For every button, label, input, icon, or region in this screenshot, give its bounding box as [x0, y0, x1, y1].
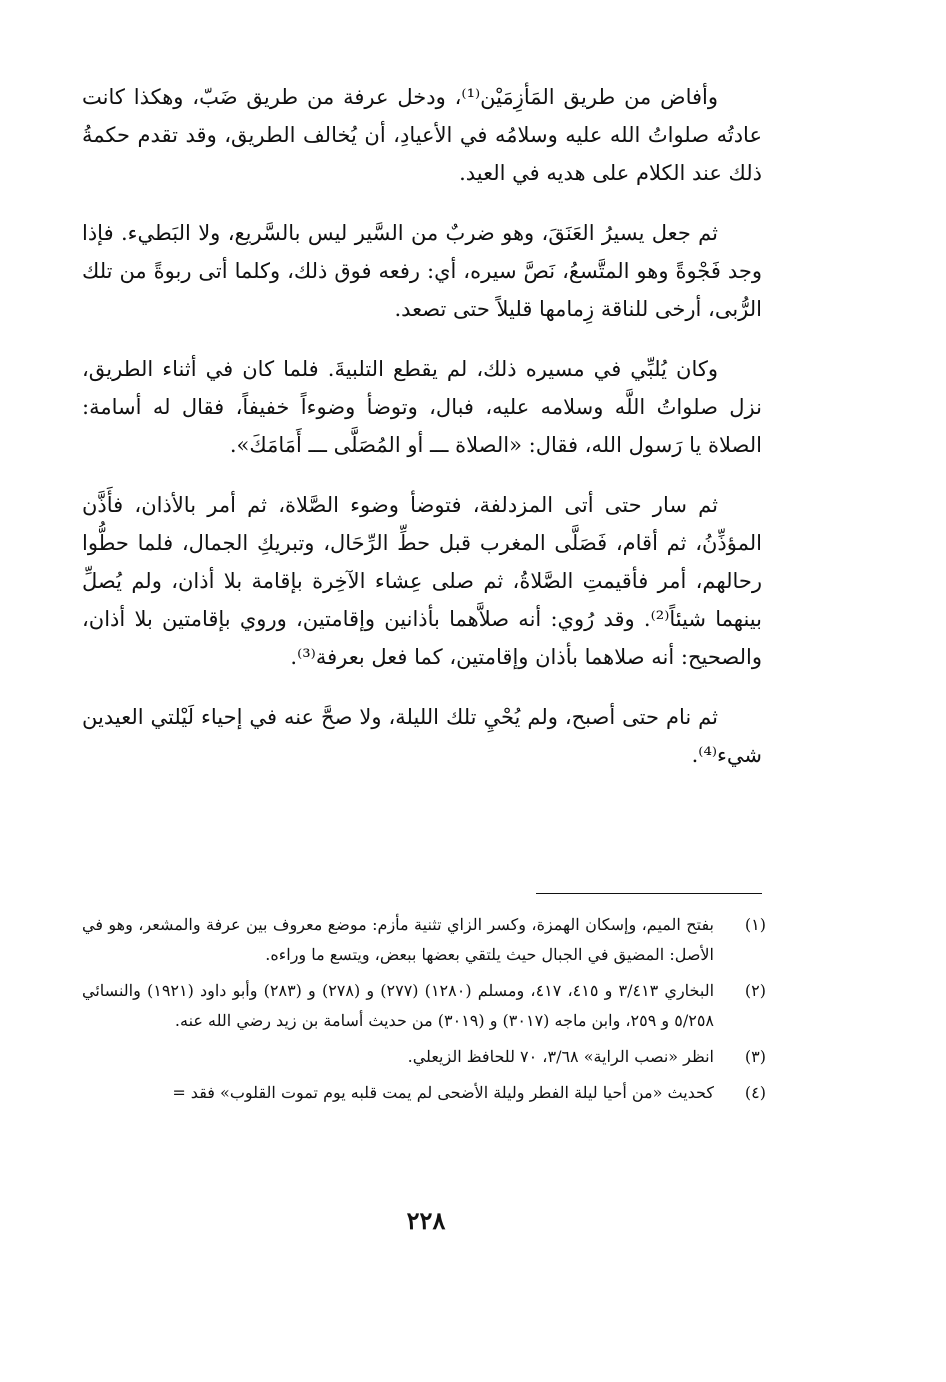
paragraph: ثم جعل يسيرُ العَنَقَ، وهو ضربٌ من السَّير ليس بالسَّريع، ولا البَطيء. فإذا وجد فَجْوةً وهو المتَّسعُ، نَصَّ سيره، أي: رفعه فوق ذلك، وكلما أتى ربوةً من تلك الرُّبى، أرخى للناقة زِمامها قليلاً حتى تصعد.	[82, 221, 762, 321]
footnote-number: (٢)	[744, 981, 766, 1000]
footnote-divider	[536, 893, 762, 894]
page-number: ٢٢٨	[406, 1206, 446, 1235]
paragraph: ثم سار حتى أتى المزدلفة، فتوضأ وضوء الصَّلاة، ثم أمر بالأذان، فأَذَّن المؤذِّنُ، ثم أقام، فَصَلَّى المغرب قبل حطِّ الرِّحَال، وتبريكِ الجمال، فلما حطُّوا رحالهم، أمر فأقيمتِ الصَّلاةُ، ثم صلى عِشاء الآخِرة بإقامة بلا أذان، ولم يُصلِّ بينهما شيئاً⁽²⁾. وقد رُوي: أنه صلاَّهما بأذانين وإقامتين، وروي بإقامتين بلا أذان، والصحيح: أنه صلاهما بأذان وإقامتين، كما فعل بعرفة⁽³⁾.	[82, 493, 762, 669]
footnote-number: (٣)	[744, 1047, 766, 1066]
footnote	[82, 1042, 766, 1072]
main-text	[82, 78, 762, 774]
paragraph: ثم نام حتى أصبح، ولم يُحْيِ تلك الليلة، ولا صحَّ عنه في إحياء لَيْلتي العيدين شيء⁽⁴⁾.	[82, 705, 762, 767]
footnote-number: (٤)	[744, 1083, 766, 1102]
footnote	[82, 1078, 766, 1108]
footnotes	[82, 910, 766, 1114]
footnote	[82, 910, 766, 970]
footnote-text: كحديث «من أحيا ليلة الفطر وليلة الأضحى لم يمت قلبه يوم تموت القلوب» فقد =	[172, 1083, 714, 1102]
footnote-text: البخاري ٣/٤١٣ و ٤١٥، ٤١٧، ومسلم (١٢٨٠) (٢٧٧) و (٢٧٨) و (٢٨٣) وأبو داود (١٩٢١) والنسائي ٥/٢٥٨ و ٢٥٩، وابن ماجه (٣٠١٧) و (٣٠١٩) من حديث أسامة بن زيد رضي الله عنه.	[82, 981, 715, 1030]
footnote	[82, 976, 766, 1036]
footnote-text: بفتح الميم، وإسكان الهمزة، وكسر الزاي تثنية مأزم: موضع معروف بين عرفة والمشعر، وهو في الأصل: المضيق في الجبال حيث يلتقي بعضها ببعض، ويتسع ما وراءه.	[82, 915, 714, 964]
paragraph: وأفاض من طريق المَأزِمَيْن⁽¹⁾، ودخل عرفة من طريق ضَبّ، وهكذا كانت عادتُه صلواتُ الله عليه وسلامُه في الأعيادِ، أن يُخالف الطريق، وقد تقدم حكمةُ ذلك عند الكلام على هديه في العيد.	[82, 85, 762, 185]
paragraph: وكان يُلبِّي في مسيره ذلك، لم يقطع التلبيةَ. فلما كان في أثناء الطريق، نزل صلواتُ اللَّه وسلامه عليه، فبال، وتوضأ وضوءاً خفيفاً، فقال له أسامة: الصلاة يا رَسول الله، فقال: «الصلاة ـــ أو المُصَلَّى ـــ أَمَامَكَ».	[82, 357, 762, 457]
footnote-text: انظر «نصب الراية» ٣/٦٨، ٧٠ للحافظ الزيعلي.	[407, 1047, 714, 1066]
footnote-number: (١)	[744, 915, 766, 934]
